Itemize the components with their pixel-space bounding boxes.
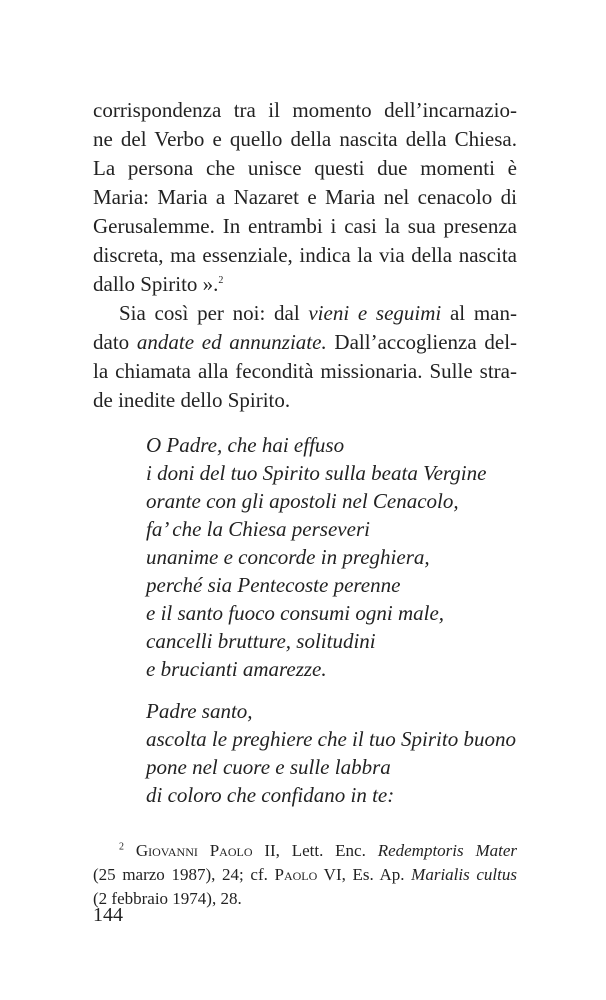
prayer-line: fa’ che la Chiesa perseveri xyxy=(146,517,370,541)
prayer-line: unanime e concorde in preghiera, xyxy=(146,545,430,569)
paragraph-line: ne del Verbo e quello della nascita della Chiesa. xyxy=(93,127,517,151)
text-run: II, Lett. Enc. xyxy=(252,841,378,860)
prayer-block xyxy=(93,431,517,809)
footnote-author: Paolo xyxy=(274,865,318,884)
prayer-line: O Padre, che hai effuso xyxy=(146,433,345,457)
prayer-line: di coloro che confidano in te: xyxy=(146,783,395,807)
paragraph-2 xyxy=(93,299,517,415)
paragraph-1 xyxy=(93,96,517,299)
prayer-stanza-2 xyxy=(146,697,517,809)
footnote-title: Marialis cultus xyxy=(411,865,517,884)
prayer-line: cancelli brutture, solitudini xyxy=(146,629,376,653)
text-run: (25 marzo 1987), 24; cf. xyxy=(93,865,275,884)
footnote-reference[interactable]: 2 xyxy=(218,275,224,286)
text-run: Dall’accoglienza del- xyxy=(326,330,518,354)
text-run: al man- xyxy=(441,301,517,325)
prayer-line: perché sia Pentecoste perenne xyxy=(146,573,401,597)
footnote-title: Redemptoris Mater xyxy=(377,841,517,860)
page-content xyxy=(93,96,517,911)
footnote-author: Giovanni Paolo xyxy=(135,841,253,860)
paragraph-line: La persona che unisce questi due momenti è xyxy=(93,156,517,180)
footnote xyxy=(93,839,517,911)
prayer-line: i doni del tuo Spirito sulla beata Vergine xyxy=(146,461,487,485)
prayer-line: Padre santo, xyxy=(146,699,253,723)
prayer-line: pone nel cuore e sulle labbra xyxy=(146,755,391,779)
paragraph-line-last xyxy=(93,270,517,299)
paragraph-line: Maria: Maria a Nazaret e Maria nel cenacolo di xyxy=(93,185,517,209)
text-run: VI, Es. Ap. xyxy=(317,865,412,884)
paragraph-line: discreta, ma essenziale, indica la via della nascita xyxy=(93,243,517,267)
footnote-line xyxy=(93,863,517,887)
prayer-line: orante con gli apostoli nel Cenacolo, xyxy=(146,489,459,513)
prayer-line: e il santo fuoco consumi ogni male, xyxy=(146,601,445,625)
prayer-line: e brucianti amarezze. xyxy=(146,657,327,681)
text-run: Sia così per noi: dal xyxy=(119,301,309,325)
paragraph-line: corrispondenza tra il momento dell’incarnazio- xyxy=(93,98,517,122)
paragraph-line-text: dallo Spirito ». xyxy=(93,272,219,296)
italic-phrase: andate ed annunziate. xyxy=(136,330,327,354)
paragraph-line: Gerusalemme. In entrambi i casi la sua presenza xyxy=(93,214,517,238)
prayer-stanza-1 xyxy=(146,431,517,683)
prayer-line: ascolta le preghiere che il tuo Spirito buono xyxy=(146,727,516,751)
text-run: dato xyxy=(93,330,137,354)
page-number: 144 xyxy=(93,904,123,926)
paragraph-line xyxy=(93,299,517,328)
paragraph-line-last: de inedite dello Spirito. xyxy=(93,388,291,412)
italic-phrase: vieni e seguimi xyxy=(308,301,442,325)
footnote-line-last: (2 febbraio 1974), 28. xyxy=(93,889,242,908)
paragraph-line xyxy=(93,328,517,357)
paragraph-line: la chiamata alla fecondità missionaria. Sulle stra- xyxy=(93,359,517,383)
footnote-number: 2 xyxy=(119,841,124,853)
footnote-line xyxy=(93,839,517,863)
